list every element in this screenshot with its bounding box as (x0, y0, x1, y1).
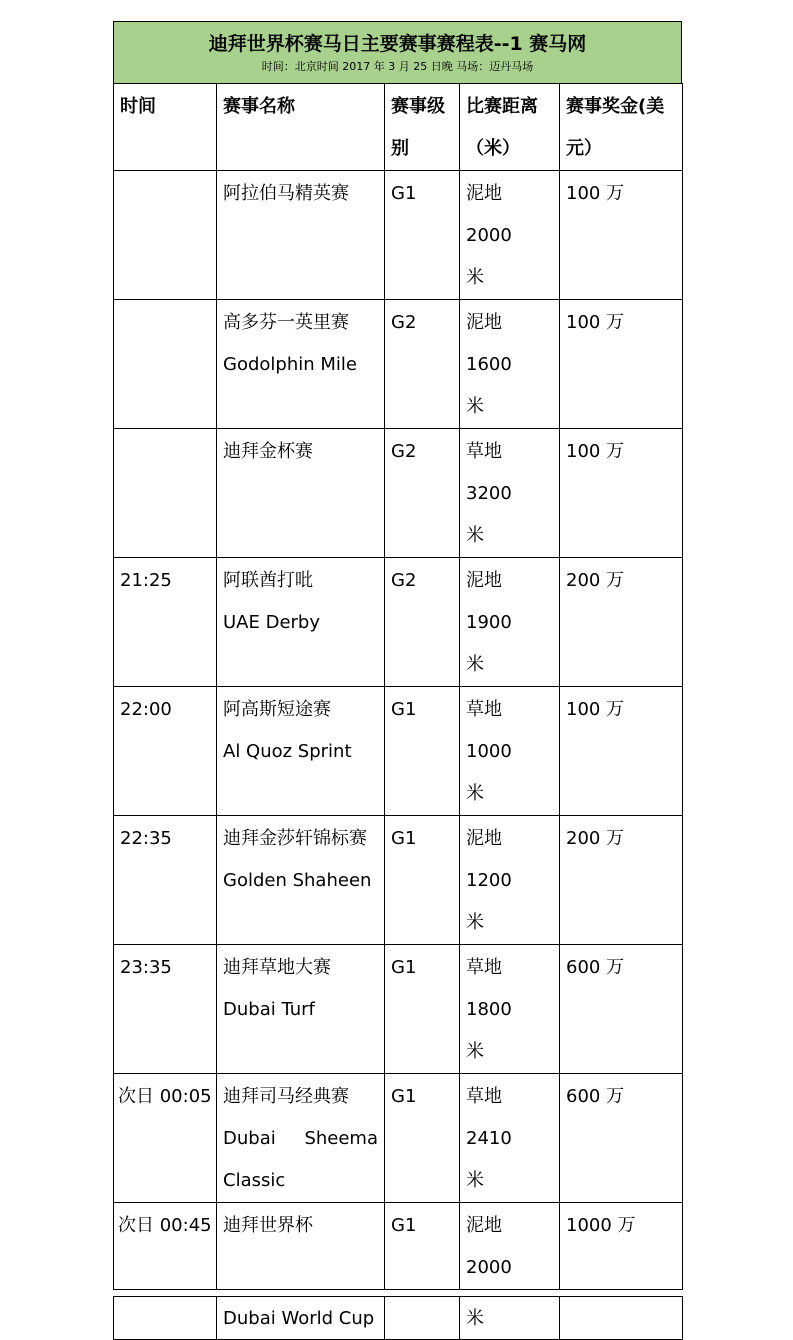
schedule-sheet (113, 21, 682, 1340)
table-header-row (114, 84, 683, 171)
race-distance: 泥地 1600 米 (460, 300, 560, 429)
race-prize: 100 万 (560, 171, 683, 300)
race-grade: G2 (385, 429, 460, 558)
table-row (114, 171, 683, 300)
race-grade: G1 (385, 1074, 460, 1203)
col-header-distance: 比赛距离 （米） (460, 84, 560, 171)
race-name: 阿拉伯马精英赛 (217, 171, 385, 300)
table-row (114, 1297, 683, 1340)
race-time: 23:35 (114, 945, 217, 1074)
col-header-prize: 赛事奖金(美 元） (560, 84, 683, 171)
race-distance: 泥地 1200 米 (460, 816, 560, 945)
race-name: 迪拜草地大赛 Dubai Turf (217, 945, 385, 1074)
race-time: 次日 00:05 (114, 1074, 217, 1203)
race-distance: 泥地 1900 米 (460, 558, 560, 687)
title-banner (113, 21, 682, 83)
race-grade: G2 (385, 300, 460, 429)
race-name: 阿联酋打吡 UAE Derby (217, 558, 385, 687)
race-time: 22:00 (114, 687, 217, 816)
race-grade (385, 1297, 460, 1340)
race-name: 迪拜金杯赛 (217, 429, 385, 558)
table-row (114, 816, 683, 945)
race-prize: 100 万 (560, 300, 683, 429)
race-distance: 泥地 2000 (460, 1203, 560, 1290)
event-info: 时间：北京时间 2017 年 3 月 25 日晚 马场：迈丹马场 (261, 60, 534, 73)
race-name: 迪拜世界杯 (217, 1203, 385, 1290)
table-row (114, 300, 683, 429)
race-grade: G2 (385, 558, 460, 687)
race-distance: 草地 2410 米 (460, 1074, 560, 1203)
race-distance: 泥地 2000 米 (460, 171, 560, 300)
race-distance: 草地 1000 米 (460, 687, 560, 816)
race-name: 迪拜司马经典赛 Dubai Sheema Classic (217, 1074, 385, 1203)
col-header-grade: 赛事级 别 (385, 84, 460, 171)
race-grade: G1 (385, 171, 460, 300)
race-distance: 草地 3200 米 (460, 429, 560, 558)
col-header-time: 时间 (114, 84, 217, 171)
col-header-name: 赛事名称 (217, 84, 385, 171)
race-grade: G1 (385, 1203, 460, 1290)
race-name: 迪拜金莎轩锦标赛 Golden Shaheen (217, 816, 385, 945)
race-time (114, 1297, 217, 1340)
race-grade: G1 (385, 816, 460, 945)
race-prize: 100 万 (560, 687, 683, 816)
table-gap (114, 1290, 683, 1297)
race-time: 21:25 (114, 558, 217, 687)
race-name-en: Dubai World Cup (217, 1297, 385, 1340)
race-time: 22:35 (114, 816, 217, 945)
race-name: 高多芬一英里赛 Godolphin Mile (217, 300, 385, 429)
table-row (114, 429, 683, 558)
race-schedule-table (113, 83, 683, 1340)
race-time (114, 171, 217, 300)
race-prize: 200 万 (560, 558, 683, 687)
table-row (114, 687, 683, 816)
race-distance: 草地 1800 米 (460, 945, 560, 1074)
race-prize: 1000 万 (560, 1203, 683, 1290)
race-grade: G1 (385, 687, 460, 816)
race-prize: 200 万 (560, 816, 683, 945)
race-distance-unit: 米 (460, 1297, 560, 1340)
race-prize: 100 万 (560, 429, 683, 558)
page-title: 迪拜世界杯赛马日主要赛事赛程表--1 赛马网 (208, 33, 587, 55)
table-row (114, 1203, 683, 1290)
race-prize (560, 1297, 683, 1340)
race-time (114, 429, 217, 558)
table-row (114, 1074, 683, 1203)
race-time: 次日 00:45 (114, 1203, 217, 1290)
table-row (114, 945, 683, 1074)
race-prize: 600 万 (560, 945, 683, 1074)
race-grade: G1 (385, 945, 460, 1074)
race-time (114, 300, 217, 429)
table-row (114, 558, 683, 687)
race-prize: 600 万 (560, 1074, 683, 1203)
race-name: 阿高斯短途赛 Al Quoz Sprint (217, 687, 385, 816)
